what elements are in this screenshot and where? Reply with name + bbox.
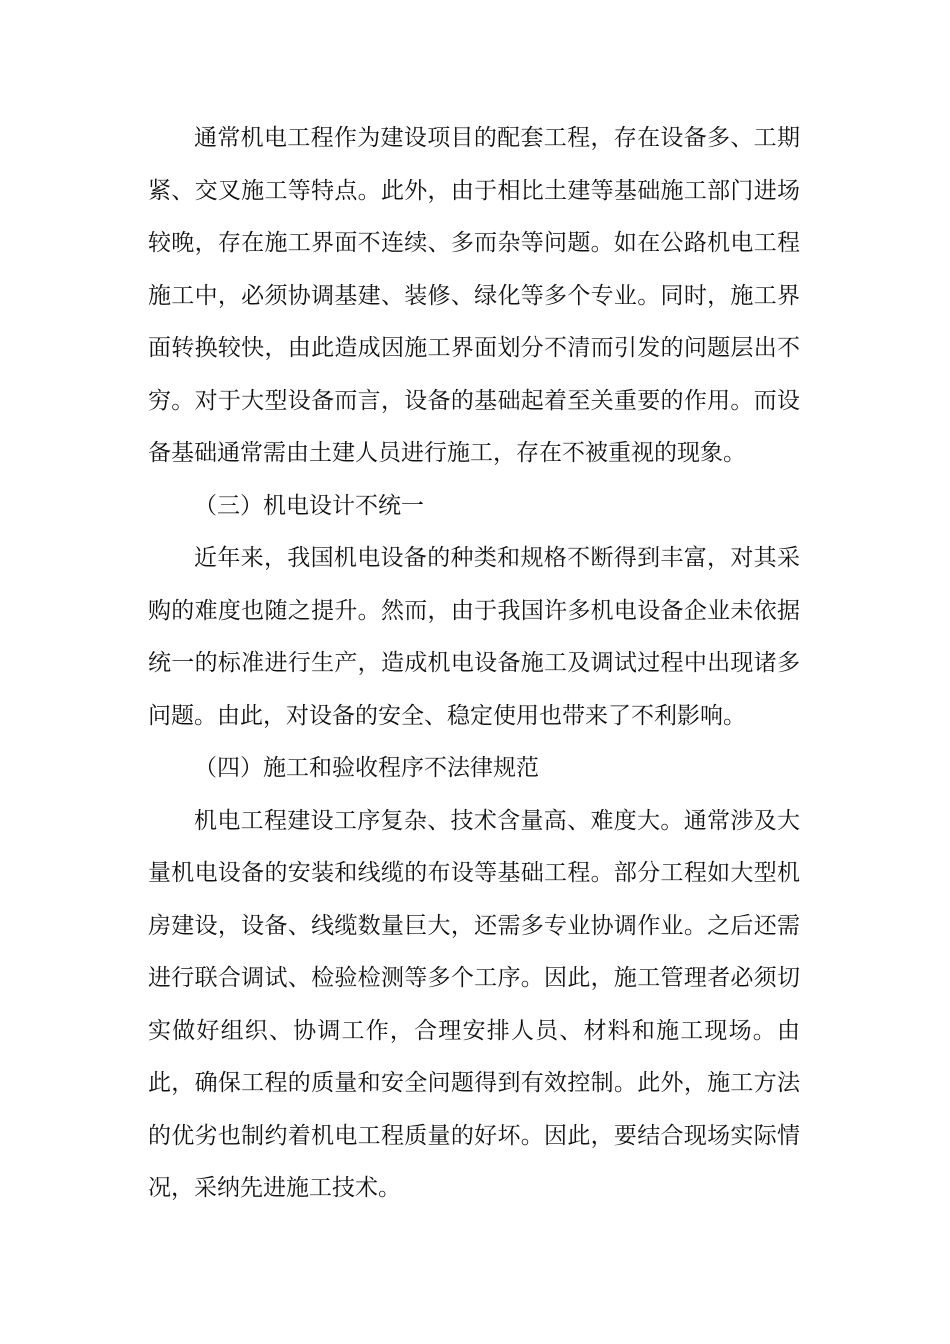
body-paragraph-2: 近年来，我国机电设备的种类和规格不断得到丰富，对其采购的难度也随之提升。然而，由于我国许多机电设备企业未依据统一的标准进行生产，造成机电设备施工及调试过程中出现诸多问题。由此，对设备的安全、稳定使用也带来了不利影响。 [148,545,800,729]
body-paragraph-3: 机电工程建设工序复杂、技术含量高、难度大。通常涉及大量机电设备的安装和线缆的布设等基础工程。部分工程如大型机房建设，设备、线缆数量巨大，还需多专业协调作业。之后还需进行联合调试、检验检测等多个工序。因此，施工管理者必须切实做好组织、协调工作，合理安排人员、材料和施工现场。由此，确保工程的质量和安全问题得到有效控制。此外，施工方法的优劣也制约着机电工程质量的好坏。因此，要结合现场实际情况，采纳先进施工技术。 [148,807,800,1201]
section-heading-4: （四）施工和验收程序不法律规范 [194,755,539,781]
section-heading-3: （三）机电设计不统一 [194,492,424,519]
body-paragraph-1: 通常机电工程作为建设项目的配套工程，存在设备多、工期紧、交叉施工等特点。此外，由于相比土建等基础施工部门进场较晚，存在施工界面不连续、多而杂等问题。如在公路机电工程施工中，必须协调基建、装修、绿化等多个专业。同时，施工界面转换较快，由此造成因施工界面划分不清而引发的问题层出不穷。对于大型设备而言，设备的基础起着至关重要的作用。而设备基础通常需由土建人员进行施工，存在不被重视的现象。 [148,125,800,466]
document-page [148,112,800,1215]
